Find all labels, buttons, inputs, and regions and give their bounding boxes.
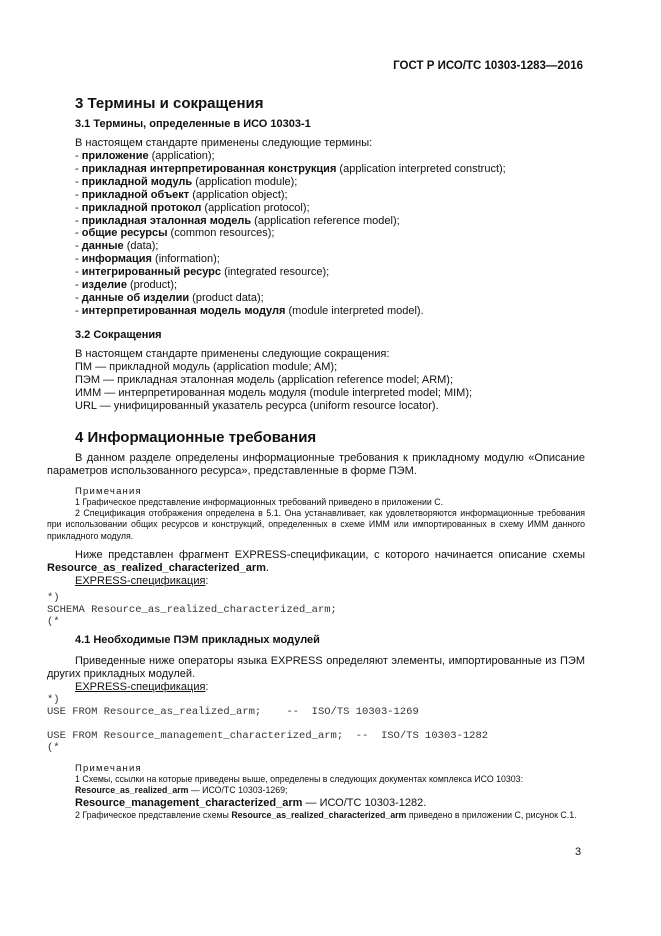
abbreviation-item: URL — унифицированный указатель ресурса (uniform resource locator). — [75, 399, 439, 412]
abbreviations-list — [75, 348, 585, 413]
term-english: (information); — [151, 253, 220, 266]
code-block-schema: *) SCHEMA Resource_as_realized_characterized_arm; (* — [47, 592, 337, 628]
term-name: интерпретированная модель модуля — [81, 304, 286, 317]
term-item — [75, 240, 585, 253]
section-3-1-title: 3.1 Термины, определенные в ИСО 10303-1 — [75, 118, 311, 130]
term-name: изделие — [81, 279, 127, 292]
term-item — [75, 292, 585, 305]
dash-marker: - — [75, 253, 82, 266]
section-3-1 — [75, 118, 585, 318]
term-name: данные об изделии — [81, 291, 190, 304]
dash-marker: - — [75, 175, 82, 188]
dash-marker: - — [75, 162, 82, 175]
term-english: (module interpreted model). — [285, 304, 424, 317]
dash-marker: - — [75, 201, 82, 214]
section-4-intro: В данном разделе определены информационные требования к прикладному модулю «Описание параметров использованного ресурса», представленные в форме ПЭМ. — [47, 452, 585, 477]
terms-list — [75, 150, 585, 318]
note-schemas: 1 Схемы, ссылки на которые приведены выше, определены в следующих документах комплекса ИСО 10303: — [75, 774, 524, 784]
dash-marker: - — [75, 227, 82, 240]
document-id-header: ГОСТ Р ИСО/ТС 10303-1283—2016 — [393, 60, 583, 72]
dash-marker: - — [75, 279, 82, 292]
term-english: (product data); — [189, 291, 264, 304]
term-english: (common resources); — [167, 227, 275, 240]
section-4-notes: Примечания 1 Графическое представление информационных требований приведено в приложении С. 2 Спецификация отображения определена в 5.1. Она устанавливает, как удовлетворяются информационные требования при использовании общих ресурсов и конструкций, определенных в схеме ИММ или импортированных в схему ИММ данного прикладного модуля. — [47, 486, 585, 541]
abbreviation-item: ПЭМ — прикладная эталонная модель (application reference model; ARM); — [75, 373, 454, 386]
term-english: (application reference model); — [251, 214, 400, 227]
ref-2: Resource_management_characterized_arm — ИСО/ТС 10303-1282. — [75, 797, 427, 810]
section-3-2-title: 3.2 Сокращения — [75, 329, 162, 341]
term-item — [75, 163, 585, 176]
term-item — [75, 266, 585, 279]
term-item — [75, 279, 585, 292]
dash-marker: - — [75, 291, 82, 304]
dash-marker: - — [75, 188, 82, 201]
term-name: данные — [81, 240, 124, 253]
term-english: (application protocol); — [201, 201, 310, 214]
section-4-1-title: 4.1 Необходимые ПЭМ прикладных модулей — [75, 634, 320, 646]
term-item — [75, 305, 585, 318]
term-item — [75, 189, 585, 202]
term-item — [75, 227, 585, 240]
express-fragment-intro: Ниже представлен фрагмент EXPRESS-спецификации, с которого начинается описание схемы Resource_as_realized_characterized_arm. EXPRESS-спецификация: — [47, 549, 585, 587]
term-english: (application object); — [189, 188, 288, 201]
dash-marker: - — [75, 304, 82, 317]
term-item — [75, 150, 585, 163]
dash-marker: - — [75, 150, 82, 162]
express-spec-label-2: EXPRESS-спецификация — [75, 681, 206, 693]
abbreviations-intro: В настоящем стандарте применены следующие сокращения: — [75, 348, 390, 360]
term-name: прикладная интерпретированная конструкция — [81, 162, 337, 175]
term-english: (data); — [123, 240, 159, 253]
term-item — [75, 202, 585, 215]
term-english: (application interpreted construct); — [336, 162, 506, 175]
term-name: прикладной протокол — [81, 201, 202, 214]
section-4-1-notes: Примечания 1 Схемы, ссылки на которые приведены выше, определены в следующих документах комплекса ИСО 10303: Resource_as_realized_arm — ИСО/ТС 10303-1269; Resource_management_characterized_arm — ИСО/ТС 10303-1282. 2 Графическое представление схемы Resource_as_realized_characterized_arm приведено в приложении С, рисунок С.1. — [47, 763, 585, 822]
term-item — [75, 176, 585, 189]
code-block-use-from: *) USE FROM Resource_as_realized_arm; -- ISO/TS 10303-1269 USE FROM Resource_management_characterized_arm; -- ISO/TS 10303-1282 (* — [47, 694, 489, 754]
express-spec-label: EXPRESS-спецификация — [75, 575, 206, 587]
term-name: прикладной объект — [81, 188, 190, 201]
term-item — [75, 253, 585, 266]
section-3-title: 3 Термины и сокращения — [75, 95, 264, 112]
note-2: 2 Спецификация отображения определена в 5.1. Она устанавливает, как удовлетворяются информационные требования при использовании общих ресурсов и конструкций, определенных в схеме ИММ или импортированных в схему ИММ данного прикладного модуля. — [47, 508, 585, 541]
term-english: (integrated resource); — [221, 266, 330, 279]
term-english: (application); — [148, 150, 215, 162]
term-english: (application module); — [192, 175, 298, 188]
term-name: прикладной модуль — [81, 175, 193, 188]
abbreviation-item: ИММ — интерпретированная модель модуля (module interpreted model; MIM); — [75, 386, 473, 399]
term-name: интегрированный ресурс — [81, 266, 222, 279]
dash-marker: - — [75, 240, 82, 253]
note-graphic: 2 Графическое представление схемы Resource_as_realized_characterized_arm приведено в приложении С, рисунок С.1. — [75, 810, 577, 821]
section-4-title: 4 Информационные требования — [75, 429, 317, 446]
page-number: 3 — [575, 846, 582, 858]
term-name: приложение — [81, 150, 149, 162]
schema-name: Resource_as_realized_characterized_arm — [47, 562, 266, 574]
ref-1: Resource_as_realized_arm — ИСО/ТС 10303-1269; — [75, 785, 288, 796]
section-3-2 — [75, 329, 585, 413]
term-item — [75, 215, 585, 228]
dash-marker: - — [75, 266, 82, 279]
term-name: общие ресурсы — [81, 227, 168, 240]
abbreviation-item: ПМ — прикладной модуль (application module; AM); — [75, 360, 338, 373]
term-english: (product); — [126, 279, 178, 292]
term-name: прикладная эталонная модель — [81, 214, 252, 227]
section-3-1-intro: В настоящем стандарте применены следующие термины: — [75, 137, 373, 149]
term-name: информация — [81, 253, 152, 266]
section-4-1-text: Приведенные ниже операторы языка EXPRESS определяют элементы, импортированные из ПЭМ других прикладных модулей. EXPRESS-спецификация: — [47, 655, 585, 693]
note-1: 1 Графическое представление информационных требований приведено в приложении С. — [75, 497, 444, 507]
dash-marker: - — [75, 214, 82, 227]
